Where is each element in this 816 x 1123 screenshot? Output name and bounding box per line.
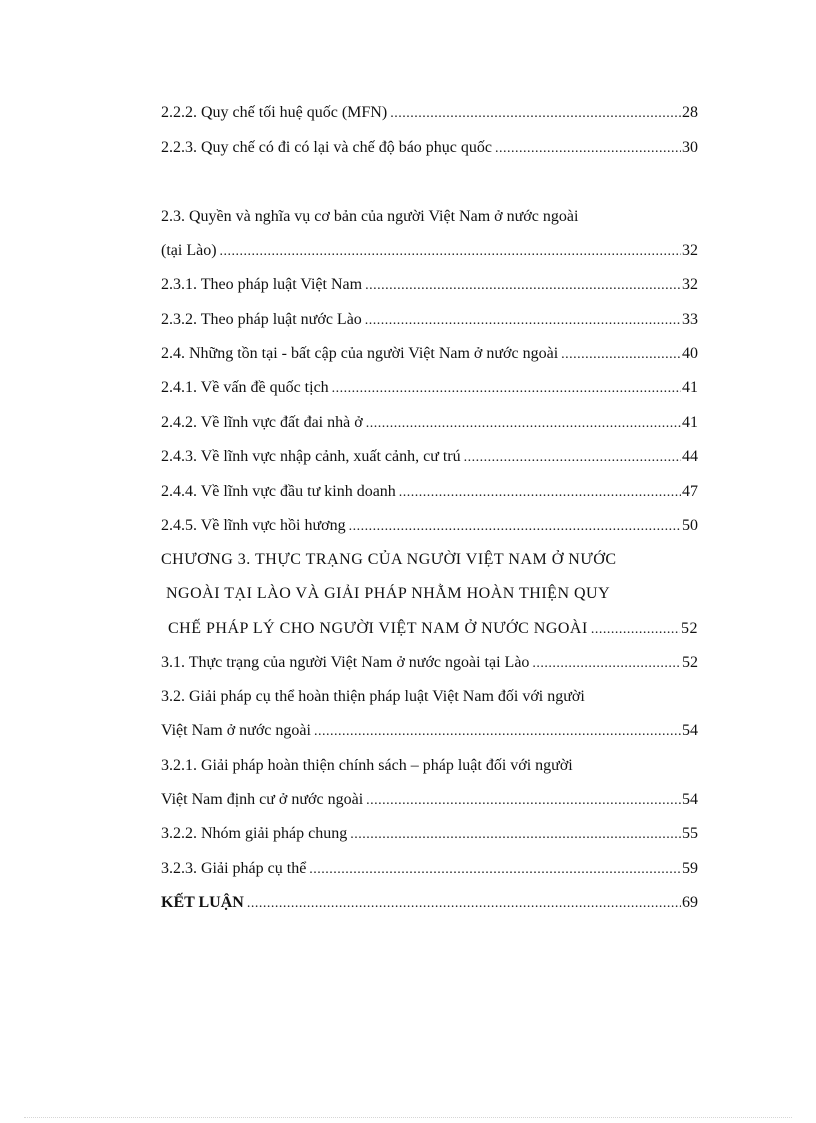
toc-page-number: 47 — [682, 483, 698, 500]
toc-leader-dots — [365, 275, 681, 297]
toc-entry — [161, 858, 698, 881]
toc-entry — [161, 481, 698, 504]
toc-leader-dots — [366, 790, 681, 812]
toc-entry — [161, 274, 698, 297]
toc-leader-dots — [532, 653, 681, 675]
toc-page-number: 44 — [682, 448, 698, 465]
toc-entry-title: 2.3.2. Theo pháp luật nước Lào — [161, 311, 362, 328]
chapter-heading-line1: CHƯƠNG 3. THỰC TRẠNG CỦA NGƯỜI VIỆT NAM Ở NƯỚC — [161, 551, 617, 568]
toc-entry-title: 2.4.5. Về lĩnh vực hồi hương — [161, 517, 346, 534]
toc-leader-dots — [464, 447, 681, 469]
toc-entry-title: 2.4.2. Về lĩnh vực đất đai nhà ở — [161, 414, 363, 431]
toc-entry — [161, 720, 698, 743]
toc-entry-title: 2.4.4. Về lĩnh vực đầu tư kinh doanh — [161, 483, 396, 500]
toc-entry-title: 2.2.2. Quy chế tối huệ quốc (MFN) — [161, 104, 388, 121]
toc-entry — [161, 412, 698, 435]
toc-entry-title-line2: Việt Nam định cư ở nước ngoài — [161, 791, 364, 808]
toc-page-number: 59 — [682, 860, 698, 877]
toc-leader-dots — [309, 859, 681, 881]
toc-leader-dots — [495, 138, 681, 160]
toc-entry — [168, 618, 698, 641]
toc-entry-title-line2: Việt Nam ở nước ngoài — [161, 722, 311, 739]
toc-entry — [161, 137, 698, 160]
toc-entry-title: 2.4.1. Về vấn đề quốc tịch — [161, 379, 329, 396]
toc-entry-title-line2: (tại Lào) — [161, 242, 217, 259]
toc-page-number: 55 — [682, 825, 698, 842]
toc-page-number: 52 — [682, 654, 698, 671]
toc-leader-dots — [314, 721, 681, 743]
toc-page-number: 41 — [682, 414, 698, 431]
toc-leader-dots — [350, 824, 681, 846]
toc-page-number: 54 — [682, 722, 698, 739]
toc-entry — [161, 102, 698, 125]
toc-entry-title: 2.2.3. Quy chế có đi có lại và chế độ báo phục quốc — [161, 139, 493, 156]
toc-leader-dots — [561, 344, 681, 366]
toc-page-number: 33 — [682, 311, 698, 328]
toc-entry — [161, 652, 698, 675]
toc-leader-dots — [390, 103, 681, 125]
toc-entry — [161, 309, 698, 332]
chapter-heading-line2: NGOÀI TẠI LÀO VÀ GIẢI PHÁP NHẰM HOÀN THIỆN QUY — [166, 585, 611, 602]
toc-page-number: 32 — [682, 242, 698, 259]
toc-leader-dots — [399, 482, 681, 504]
toc-entry-title: 2.3.1. Theo pháp luật Việt Nam — [161, 276, 363, 293]
toc-page-number: 40 — [682, 345, 698, 362]
page-bottom-dotted-rule — [24, 1117, 792, 1118]
toc-entry-title: 2.4.3. Về lĩnh vực nhập cảnh, xuất cảnh, cư trú — [161, 448, 461, 465]
toc-entry-title: 2.4. Những tồn tại - bất cập của người Việt Nam ở nước ngoài — [161, 345, 559, 362]
toc-page-number: 50 — [682, 517, 698, 534]
conclusion-title: KẾT LUẬN — [161, 894, 244, 911]
toc-entry-title: 3.1. Thực trạng của người Việt Nam ở nước ngoài tại Lào — [161, 654, 530, 671]
toc-page-number: 54 — [682, 791, 698, 808]
toc-leader-dots — [332, 378, 681, 400]
toc-entry — [161, 515, 698, 538]
toc-leader-dots — [220, 241, 681, 263]
toc-leader-dots — [349, 516, 681, 538]
toc-leader-dots — [365, 310, 681, 332]
toc-leader-dots — [591, 619, 680, 641]
toc-entry — [161, 377, 698, 400]
toc-page-number: 69 — [682, 894, 698, 911]
toc-page-number: 32 — [682, 276, 698, 293]
toc-page-number: 30 — [682, 139, 698, 156]
toc-entry — [161, 823, 698, 846]
toc-entry — [161, 343, 698, 366]
toc-page-number: 28 — [682, 104, 698, 121]
toc-page-number: 41 — [682, 379, 698, 396]
toc-entry-title-line1: 2.3. Quyền và nghĩa vụ cơ bản của người Việt Nam ở nước ngoài — [161, 208, 579, 225]
toc-entry-title-line1: 3.2.1. Giải pháp hoàn thiện chính sách – pháp luật đối với người — [161, 757, 573, 774]
toc-page-number: 52 — [681, 620, 698, 637]
toc-leader-dots — [247, 893, 681, 915]
toc-entry — [161, 240, 698, 263]
toc-leader-dots — [366, 413, 681, 435]
toc-entry-title: 3.2.3. Giải pháp cụ thể — [161, 860, 307, 877]
toc-entry — [161, 446, 698, 469]
chapter-heading-line3: CHẾ PHÁP LÝ CHO NGƯỜI VIỆT NAM Ở NƯỚC NGOÀI — [168, 620, 588, 637]
toc-entry-title: 3.2.2. Nhóm giải pháp chung — [161, 825, 348, 842]
toc-entry-title-line1: 3.2. Giải pháp cụ thể hoàn thiện pháp luật Việt Nam đối với người — [161, 688, 585, 705]
toc-entry — [161, 892, 698, 915]
toc-entry — [161, 789, 698, 812]
